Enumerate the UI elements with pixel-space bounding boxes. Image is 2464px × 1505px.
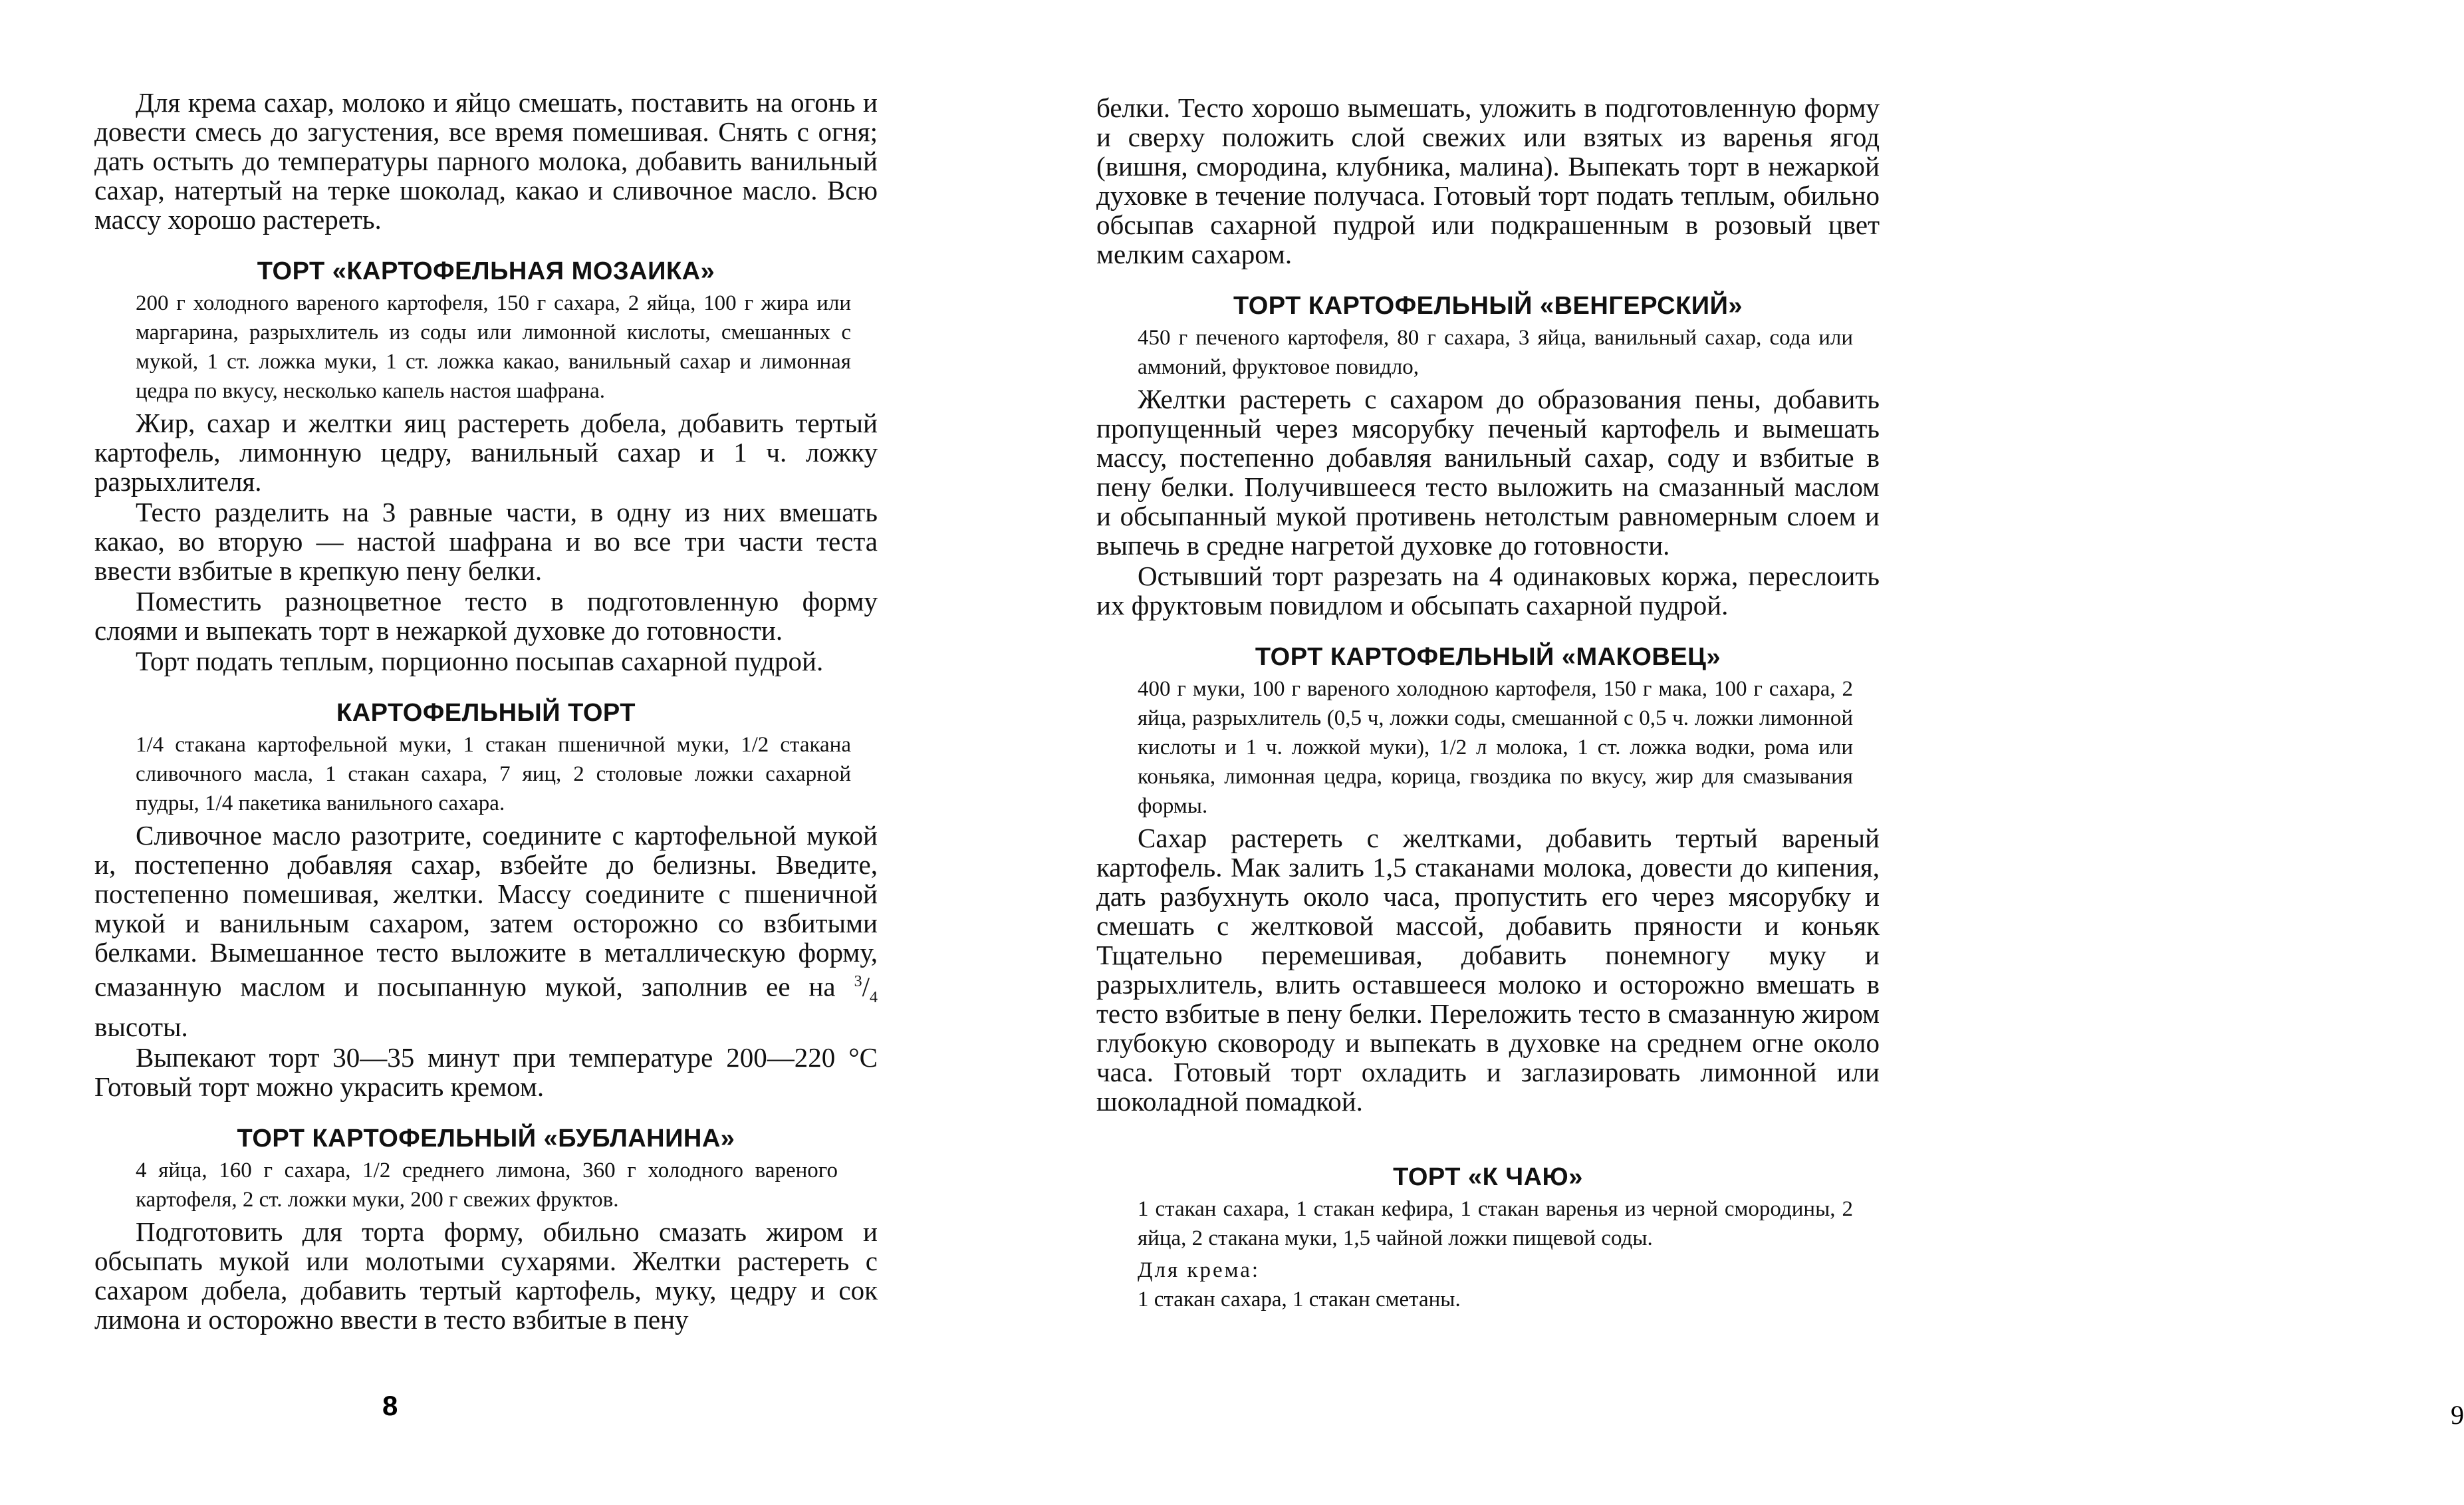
continuation-paragraph: белки. Тесто хорошо вымешать, уложить в подготовленную форму и сверху положить слой свежих или взятых из варенья ягод (вишня, смородина, клубника, малина). Выпекать торт в нежаркой духовке в течение получаса. Готовый торт подать теплым, обильно обсыпав сахарной пудрой или подкрашенным в розовый цвет мелким сахаром. bbox=[1096, 92, 1880, 269]
fraction-numerator: 3 bbox=[854, 973, 862, 990]
step-mozaika-2: Тесто разделить на 3 равные части, в одну из них вмешать какао, во вторую — настой шафрана и во все три части теста ввести взбитые в крепкую пену белки. bbox=[94, 497, 878, 586]
page-number: 8 bbox=[382, 1390, 398, 1421]
step-vengersky-1: Желтки растереть с сахаром до образования пены, добавить пропущенный через мясорубку печеный картофель и вымешать массу, постепенно добавляя ванильный сахар, соду и взбитые в пену белки. Получившееся тесто выложить на смазанный маслом и обсыпанный мукой противень нетолстым равномерным слоем и выпечь в средне нагретой духовке до готовности. bbox=[1096, 384, 1880, 561]
step-mozaika-1: Жир, сахар и желтки яиц растереть добела, добавить тертый картофель, лимонную цедру, ванильный сахар и 1 ч. ложку разрыхлителя. bbox=[94, 408, 878, 497]
step-kartofelny-1-text: Сливочное масло разотрите, соедините с картофельной мукой и, постепенно добавляя сахар, взбейте до белизны. Введите, постепенно помешивая, желтки. Массу соедините с пшеничной мукой и ванильным сахаром, затем осторожно со взбитыми белками. Вымешанное тесто выложите в металлическую форму, смазанную маслом и посыпанную мукой, заполнив ее на bbox=[94, 820, 878, 1002]
right-page bbox=[978, 0, 2464, 1505]
ingredients-kartofelny: 1/4 стакана картофельной муки, 1 стакан пшеничной муки, 1/2 стакана сливочного масла, 1 стакан сахара, 7 яиц, 2 столовые ложки сахарной пудры, 1/4 пакетика ванильного сахара. bbox=[136, 733, 851, 815]
cream-ingredients: 1 стакан сахара, 1 стакан сметаны. bbox=[1138, 1288, 1461, 1311]
left-column bbox=[94, 88, 878, 1334]
ingredients-bublanina: 4 яйца, 160 г сахара, 1/2 среднего лимона, 360 г холодного вареного картофеля, 2 ст. ложки муки, 200 г свежих фруктов. bbox=[136, 1158, 838, 1212]
page-number: 9 bbox=[2451, 1400, 2464, 1430]
fraction-denominator: 4 bbox=[870, 988, 878, 1006]
ingredients-mozaika: 200 г холодного вареного картофеля, 150 г сахара, 2 яйца, 100 г жира или маргарина, разрыхлитель из соды или лимонной кислоты, смешанных с мукой, 1 ст. ложка муки, 1 ст. ложка какао, ванильный сахар и лимонная цедра по вкусу, несколько капель настоя шафрана. bbox=[136, 291, 851, 403]
step-bublanina-1: Подготовить для торта форму, обильно смазать жиром и обсыпать мукой или молотыми сухарями. Желтки растереть с сахаром добела, добавить тертый картофель, муку, цедру и сок лимона и осторожно ввести в тесто взбитые в пену bbox=[94, 1216, 878, 1335]
recipe-title-k-chayu: ТОРТ «К ЧАЮ» bbox=[1393, 1163, 1583, 1191]
ingredients-k-chayu: 1 стакан сахара, 1 стакан кефира, 1 стакан варенья из черной смородины, 2 яйца, 2 стакана муки, 1,5 чайной ложки пищевой соды. bbox=[1138, 1197, 1853, 1250]
step-mozaika-3: Поместить разноцветное тесто в подготовленную форму слоями и выпекать торт в нежаркой духовке до готовности. bbox=[94, 586, 878, 646]
step-vengersky-2: Остывший торт разрезать на 4 одинаковых коржа, переслоить их фруктовым повидлом и обсыпать сахарной пудрой. bbox=[1096, 561, 1880, 620]
recipe-title-vengersky: ТОРТ КАРТОФЕЛЬНЫЙ «ВЕНГЕРСКИЙ» bbox=[1233, 292, 1743, 320]
ingredients-vengersky: 450 г печеного картофеля, 80 г сахара, 3 яйца, ванильный сахар, сода или аммоний, фруктовое повидло, bbox=[1138, 326, 1853, 379]
recipe-title-makovets: ТОРТ КАРТОФЕЛЬНЫЙ «МАКОВЕЦ» bbox=[1255, 643, 1721, 671]
cream-label: Для крема: bbox=[1138, 1258, 1261, 1282]
step-mozaika-4: Торт подать теплым, порционно посыпав сахарной пудрой. bbox=[136, 646, 824, 676]
recipe-title-bublanina: ТОРТ КАРТОФЕЛЬНЫЙ «БУБЛАНИНА» bbox=[237, 1124, 735, 1153]
fraction-tail: высоты. bbox=[94, 1011, 188, 1042]
step-makovets-1: Сахар растереть с желтками, добавить тертый вареный картофель. Мак залить 1,5 стаканами молока, довести до кипения, дать разбухнуть около часа, пропустить его через мясорубку и смешать с желтковой массой, добавить пряности и коньяк Тщательно перемешивая, добавить понемногу муку и разрыхлитель, влить оставшееся молоко и осторожно вмешать в тесто взбитые в пену белки. Переложить тесто в смазанную жиром глубокую сковороду и выпекать в духовке на среднем огне около часа. Готовый торт охладить и заглазировать лимонной или шоколадной помадкой. bbox=[1096, 823, 1880, 1117]
right-column bbox=[1096, 93, 1880, 1317]
recipe-title-mozaika: ТОРТ «КАРТОФЕЛЬНАЯ МОЗАИКА» bbox=[257, 257, 715, 285]
left-page bbox=[0, 0, 978, 1505]
step-kartofelny-2: Выпекают торт 30—35 минут при температуре 200—220 °С Готовый торт можно украсить кремом. bbox=[94, 1041, 878, 1102]
ingredients-makovets: 400 г муки, 100 г вареного холодною картофеля, 150 г мака, 100 г сахара, 2 яйца, разрыхлитель (0,5 ч, ложки соды, смешанной с 0,5 ч. ложки лимонной кислоты и 1 ч. ложкой муки), 1/2 л молока, 1 ст. ложка водки, рома или коньяка, лимонная цедра, корица, гвоздика по вкусу, жир для смазывания формы. bbox=[1138, 677, 1853, 818]
step-kartofelny-1: Сливочное масло разотрите, соедините с картофельной мукой и, постепенно добавляя сахар, взбейте до белизны. Введите, постепенно помешивая, желтки. Массу соедините с пшеничной мукой и ванильным сахаром, затем осторожно со взбитыми белками. Вымешанное тесто выложите в металлическую форму, смазанную маслом и посыпанную мукой, заполнив ее на $^3/_4$ высоты. bbox=[94, 820, 878, 1042]
recipe-title-kartofelny: КАРТОФЕЛЬНЫЙ ТОРТ bbox=[336, 699, 636, 727]
intro-paragraph: Для крема сахар, молоко и яйцо смешать, поставить на огонь и довести смесь до загустения, все время помешивая. Снять с огня; дать остыть до температуры парного молока, добавить ванильный сахар, натертый на терке шоколад, какао и сливочное масло. Всю массу хорошо растереть. bbox=[94, 87, 878, 235]
